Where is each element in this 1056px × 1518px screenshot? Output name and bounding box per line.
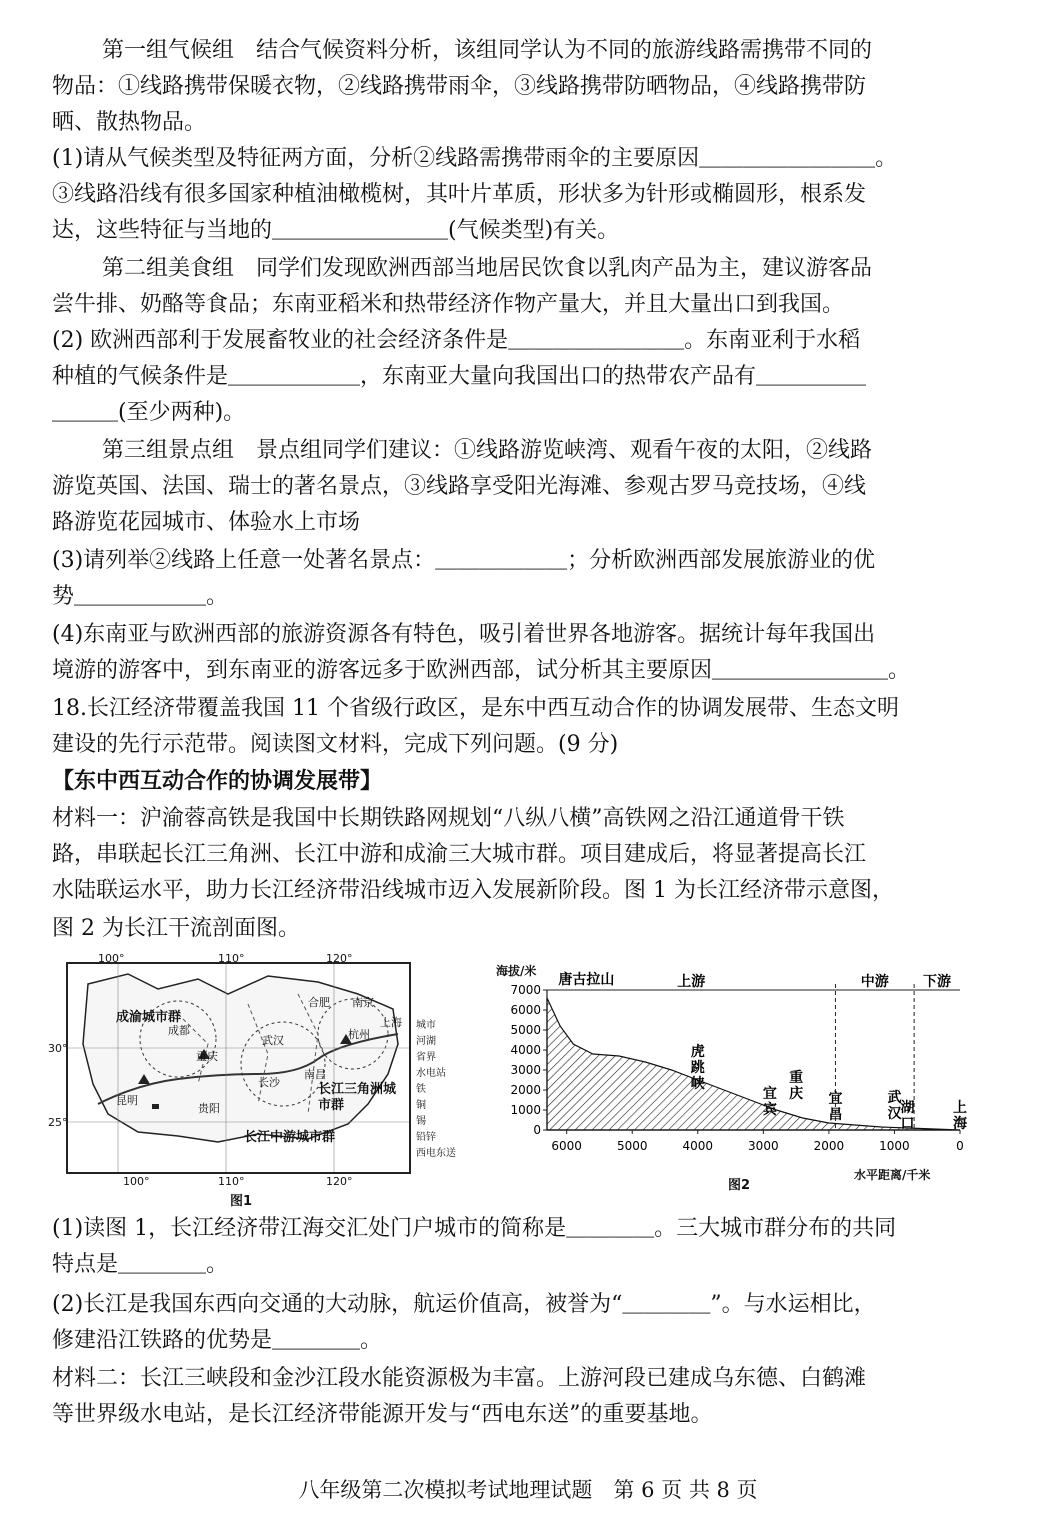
question-18: 18.长江经济带覆盖我国 11 个省级行政区，是东中西互动合作的协调发展带、生态文明 [52, 696, 899, 721]
place-label: 重庆 [789, 1070, 804, 1102]
figure-1-map [48, 952, 411, 1209]
city-label: 上海 [380, 1016, 402, 1029]
lon-label: 100° [98, 952, 125, 965]
figure-caption: 图1 [230, 1194, 253, 1209]
y-tick-label: 7000 [510, 983, 541, 997]
place-label: 唐古拉山 [558, 972, 615, 988]
y-axis-label: 海拔/米 [496, 964, 537, 978]
page-footer: 八年级第二次模拟考试地理试题 第 6 页 共 8 页 [298, 1478, 758, 1502]
x-tick-label: 1000 [879, 1139, 910, 1153]
section-label: 上游 [677, 974, 706, 990]
text-line: 材料二：长江三峡段和金沙江段水能资源极为丰富。上游河段已建成乌东德、白鹤滩 [52, 1366, 867, 1391]
city-label: 武汉 [262, 1034, 284, 1047]
city-label: 贵阳 [198, 1102, 220, 1115]
text-line: 等世界级水电站，是长江经济带能源开发与“西电东送”的重要基地。 [52, 1402, 713, 1427]
y-tick-label: 4000 [510, 1043, 541, 1057]
legend-item: 铅锌 [416, 1132, 436, 1143]
x-tick-label: 2000 [813, 1139, 845, 1153]
text-line: (2) 欧洲西部利于发展畜牧业的社会经济条件是＿＿＿＿＿＿＿＿。东南亚利于水稻 [52, 328, 861, 353]
text-line: 特点是＿＿＿＿。 [52, 1252, 229, 1277]
legend-item: 铜 [416, 1100, 426, 1111]
text-line: ③线路沿线有很多国家种植油橄榄树，其叶片革质，形状多为针形或椭圆形，根系发 [52, 182, 867, 207]
text-line: 种植的气候条件是＿＿＿＿＿＿，东南亚大量向我国出口的热带农产品有＿＿＿＿＿ [52, 364, 867, 389]
map-legend [416, 1018, 490, 1162]
city-label: 合肥 [308, 996, 330, 1009]
text-line: 境游的游客中，到东南亚的游客远多于欧洲西部，试分析其主要原因＿＿＿＿＿＿＿＿。 [52, 658, 911, 683]
text-line: 路游览花园城市、体验水上市场 [52, 510, 361, 535]
lat-label: 30° [48, 1042, 68, 1055]
city-label: 杭州 [348, 1028, 370, 1041]
city-label: 成都 [168, 1024, 190, 1037]
y-tick-label: 1000 [510, 1103, 541, 1117]
y-tick-label: 5000 [510, 1023, 541, 1037]
legend-item: 水电站 [416, 1068, 446, 1079]
legend-item: 西电东送 [416, 1148, 456, 1159]
text-line: 建设的先行示范带。阅读图文材料，完成下列问题。(9 分) [52, 732, 619, 757]
legend-item: 铁 [416, 1084, 426, 1095]
place-label: 宜昌 [828, 1091, 843, 1123]
x-tick-label: 6000 [551, 1139, 582, 1153]
text-line: (2)长江是我国东西向交通的大动脉，航运价值高，被誉为“＿＿＿＿”。与水运相比， [52, 1292, 876, 1317]
text-line: 势＿＿＿＿＿＿。 [52, 584, 229, 609]
lon-label: 120° [326, 952, 353, 965]
city-label: 南京 [352, 996, 374, 1009]
lat-label: 25° [48, 1116, 68, 1129]
region-label: 长江中游城市群 [244, 1130, 336, 1145]
figure-2-profile [492, 958, 972, 1194]
x-axis-label: 水平距离/千米 [854, 1168, 931, 1182]
section-heading: 【东中西互动合作的协调发展带】 [52, 768, 383, 794]
text-line: 水陆联运水平，助力长江经济带沿线城市迈入发展新阶段。图 1 为长江经济带示意图， [52, 878, 894, 903]
profile-chart [492, 958, 972, 1194]
region-label: 成渝城市群 [116, 1010, 182, 1025]
figure-caption: 图2 [728, 1178, 751, 1193]
region-label: 长江三角洲城市群 [318, 1082, 397, 1113]
lon-label: 110° [218, 952, 245, 965]
text-line: 达，这些特征与当地的＿＿＿＿＿＿＿＿(气候类型)有关。 [52, 218, 620, 243]
text-line: 图 2 为长江干流剖面图。 [52, 916, 300, 941]
section-label: 中游 [860, 974, 889, 990]
text-line: (3)请列举②线路上任意一处著名景点：＿＿＿＿＿＿；分析欧洲西部发展旅游业的优 [52, 548, 876, 573]
text-line: (4)东南亚与欧洲西部的旅游资源各有特色，吸引着世界各地游客。据统计每年我国出 [52, 622, 876, 647]
text-line: (1)读图 1，长江经济带江海交汇处门户城市的简称是＿＿＿＿。三大城市群分布的共同 [52, 1216, 897, 1241]
y-tick-label: 0 [533, 1123, 541, 1137]
x-tick-label: 5000 [616, 1139, 648, 1153]
x-tick-label: 3000 [748, 1139, 779, 1153]
city-label: 昆明 [116, 1094, 138, 1107]
section-label: 下游 [923, 974, 952, 990]
place-label: 武汉 [887, 1090, 902, 1122]
text-line: 修建沿江铁路的优势是＿＿＿＿。 [52, 1328, 383, 1353]
legend-item: 锡 [416, 1116, 426, 1127]
lon-label: 100° [123, 1175, 150, 1188]
text-line: 材料一：沪渝蓉高铁是我国中长期铁路网规划“八纵八横”高铁网之沿江通道骨干铁 [52, 806, 845, 831]
text-line: 物品：①线路携带保暖衣物，②线路携带雨伞，③线路携带防晒物品，④线路携带防 [52, 74, 867, 99]
x-tick-label: 4000 [682, 1139, 714, 1153]
place-label: 上海 [953, 1100, 967, 1132]
text-line: 晒、散热物品。 [52, 110, 207, 135]
lon-label: 110° [218, 1175, 245, 1188]
y-tick-label: 6000 [510, 1003, 541, 1017]
place-label: 湖口 [900, 1100, 915, 1132]
y-tick-label: 2000 [510, 1083, 541, 1097]
text-line: 路，串联起长江三角洲、长江中游和成渝三大城市群。项目建成后，将显著提高长江 [52, 842, 867, 867]
text-line: 游览英国、法国、瑞士的著名景点，③线路享受阳光海滩、参观古罗马竞技场，④线 [52, 474, 867, 499]
place-label: 宜宾 [762, 1086, 777, 1118]
text-line: ＿＿＿(至少两种)。 [52, 400, 246, 425]
legend-item: 河湖 [416, 1036, 436, 1047]
city-label: 重庆 [196, 1050, 218, 1063]
legend-item: 城市 [416, 1020, 436, 1031]
lon-label: 120° [326, 1175, 353, 1188]
legend-item: 省界 [416, 1052, 436, 1063]
text-line: 第三组景点组 景点组同学们建议：①线路游览峡湾、观看午夜的太阳，②线路 [102, 438, 873, 463]
text-line: (1)请从气候类型及特征两方面，分析②线路需携带雨伞的主要原因＿＿＿＿＿＿＿＿。 [52, 146, 898, 171]
city-label: 南昌 [304, 1068, 326, 1081]
text-line: 第二组美食组 同学们发现欧洲西部当地居民饮食以乳肉产品为主，建议游客品 [102, 256, 873, 281]
city-label: 长沙 [258, 1076, 280, 1089]
y-tick-label: 3000 [510, 1063, 541, 1077]
place-label: 虎跳峡 [690, 1044, 705, 1092]
text-line: 尝牛排、奶酪等食品；东南亚稻米和热带经济作物产量大，并且大量出口到我国。 [52, 292, 845, 317]
x-tick-label: 0 [956, 1139, 964, 1153]
text-line: 第一组气候组 结合气候资料分析，该组同学认为不同的旅游线路需携带不同的 [102, 38, 873, 63]
